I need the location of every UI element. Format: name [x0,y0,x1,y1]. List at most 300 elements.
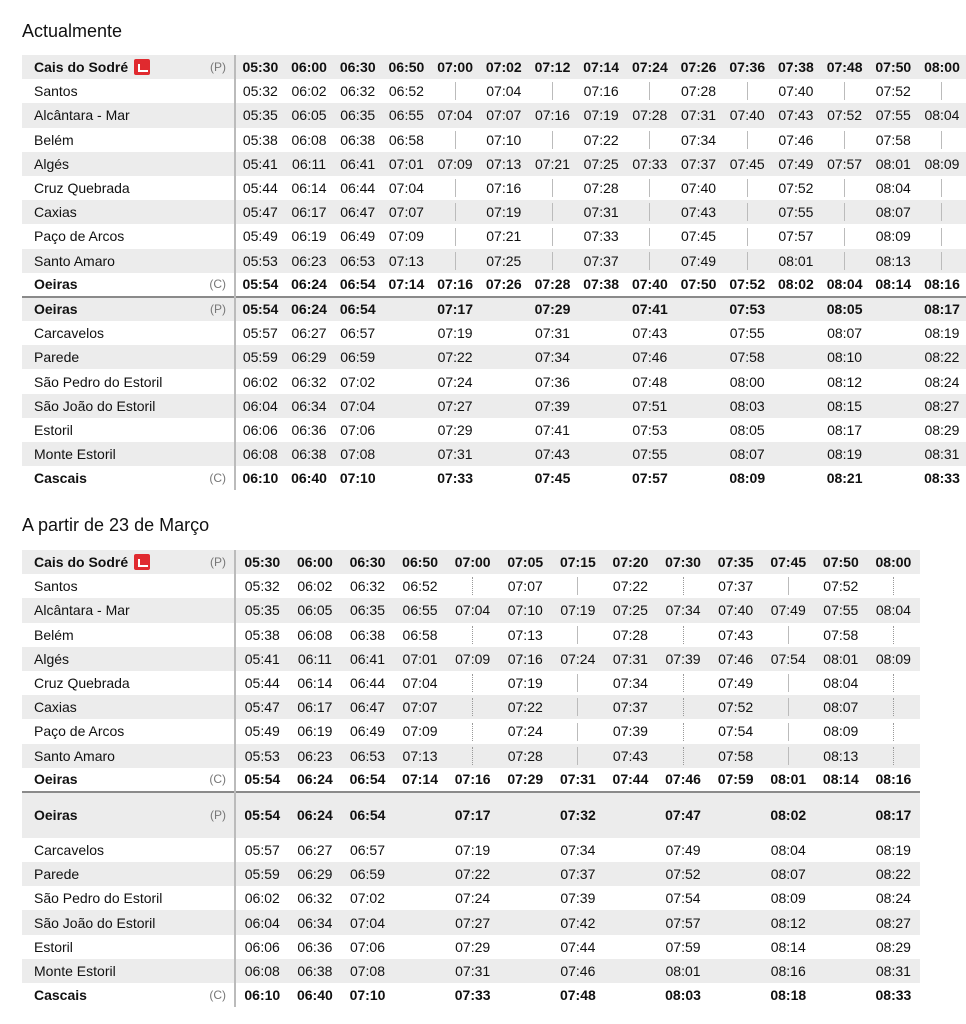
departure-time: 07:27 [446,910,499,934]
departure-time: 07:28 [499,744,552,768]
departure-time: 07:22 [499,695,552,719]
station-row [22,838,920,862]
no-stop-cell [674,321,723,345]
departure-time: 05:54 [244,771,281,788]
departure-time: 08:07 [815,695,868,719]
departure-time: 07:40 [778,83,814,100]
no-stop-cell [772,418,821,442]
no-stop-cell [723,176,772,200]
no-stop-cell [604,792,657,838]
pass-through-marker [893,698,894,716]
no-stop-cell [869,442,918,466]
no-stop-cell [918,224,966,248]
departure-time: 07:34 [657,598,710,622]
departure-time: 07:19 [437,325,473,342]
departure-time: 06:57 [349,841,385,858]
departure-time: 07:49 [772,152,821,176]
no-stop-cell [499,862,552,886]
departure-time: 05:54 [235,792,289,838]
no-stop-cell [528,224,577,248]
pass-through-marker [788,626,789,644]
departure-time: 07:22 [431,345,480,369]
no-stop-cell [674,466,723,490]
departure-time: 07:39 [560,890,596,907]
station-code [198,886,235,910]
departure-time: 08:07 [827,325,863,342]
station-row [22,369,966,393]
no-stop-cell [382,466,431,490]
departure-time: 07:42 [552,910,605,934]
station-code [198,442,235,466]
departure-time: 06:04 [235,910,289,934]
no-stop-cell [709,935,762,959]
departure-time: 07:27 [431,394,480,418]
departure-time: 07:34 [612,675,648,692]
no-stop-cell [918,200,966,224]
station-code [198,623,235,647]
departure-time: 06:55 [394,598,447,622]
no-stop-cell [604,838,657,862]
no-stop-cell [815,910,868,934]
departure-time: 07:29 [455,938,491,955]
departure-time: 07:12 [528,55,577,79]
departure-time: 08:16 [762,959,815,983]
departure-time: 07:14 [402,771,438,788]
departure-time: 07:04 [402,675,438,692]
station-name: Oeiras [34,276,78,293]
departure-time: 07:08 [341,959,394,983]
departure-time: 08:27 [918,394,966,418]
departure-time: 05:41 [235,647,289,671]
departure-time: 06:24 [285,297,334,321]
pass-through-marker [472,626,473,644]
departure-time: 07:55 [772,200,821,224]
pass-through-marker [893,626,894,644]
no-stop-cell [499,983,552,1007]
departure-time: 07:10 [486,131,522,148]
no-stop-cell [867,744,920,768]
station-code [198,345,235,369]
pass-through-marker [941,228,942,246]
station-name: Alcântara - Mar [34,602,130,619]
departure-time: 07:54 [718,723,754,740]
departure-time: 08:14 [822,771,859,788]
departure-time: 06:47 [341,695,394,719]
departure-time: 08:13 [869,249,918,273]
no-stop-cell [499,959,552,983]
departure-time: 07:55 [626,442,675,466]
no-stop-cell [762,695,815,719]
departure-time: 07:22 [583,131,619,148]
pass-through-marker [683,577,684,595]
departure-time: 07:22 [612,578,648,595]
no-stop-cell [479,321,528,345]
no-stop-cell [577,297,626,321]
no-stop-cell [762,623,815,647]
station-name: Oeiras [34,807,78,824]
pass-through-marker [683,698,684,716]
departure-time: 07:47 [657,792,710,838]
departure-time: 05:30 [235,550,289,574]
no-stop-cell [820,200,869,224]
pass-through-marker [455,203,456,221]
departure-time: 07:07 [394,695,447,719]
pass-through-marker [552,228,553,246]
no-stop-cell [869,297,918,321]
no-stop-cell [382,321,431,345]
no-stop-cell [446,719,499,743]
no-stop-cell [626,200,675,224]
station-row [22,886,920,910]
departure-time: 07:41 [626,297,675,321]
departure-time: 07:09 [402,723,438,740]
departure-time: 08:01 [657,959,710,983]
station-row [22,598,920,622]
departure-time: 07:24 [552,647,605,671]
no-stop-cell [815,959,868,983]
departure-time: 08:33 [924,470,960,487]
departure-time: 07:28 [583,180,619,197]
station-name: Cais do Sodré [34,59,129,76]
no-stop-cell [528,79,577,103]
departure-time: 06:50 [394,550,447,574]
station-name: Paço de Arcos [34,228,125,245]
station-row [22,394,966,418]
departure-time: 06:32 [340,83,376,100]
departure-time: 06:11 [285,152,334,176]
departure-time: 08:00 [918,55,966,79]
station-name: Cascais [34,987,87,1004]
no-stop-cell [918,128,966,152]
pass-through-marker [941,82,942,100]
pass-through-marker [649,203,650,221]
station-row [22,55,966,79]
departure-time: 07:01 [394,647,447,671]
departure-time: 08:04 [823,675,859,692]
station-name: Santo Amaro [34,747,115,764]
departure-time: 05:53 [235,249,285,273]
no-stop-cell [552,623,605,647]
station-name: Cruz Quebrada [34,675,130,692]
departure-time: 06:59 [341,862,394,886]
departure-time: 06:30 [333,55,382,79]
departure-time: 06:58 [402,626,438,643]
departure-time: 07:28 [534,276,571,293]
no-stop-cell [626,79,675,103]
departure-time: 08:01 [815,647,868,671]
departure-time: 08:04 [770,841,806,858]
pass-through-marker [577,626,578,644]
departure-time: 07:25 [604,598,657,622]
no-stop-cell [552,744,605,768]
no-stop-cell [552,719,605,743]
station-row [22,442,966,466]
departure-time: 07:46 [778,131,814,148]
no-stop-cell [479,466,528,490]
cp-logo-icon [134,59,150,75]
station-code [198,744,235,768]
no-stop-cell [446,671,499,695]
departure-time: 06:53 [333,249,382,273]
departure-time: 06:54 [341,792,394,838]
station-code [198,574,235,598]
no-stop-cell [867,695,920,719]
station-name: Parede [34,349,80,366]
no-stop-cell [552,671,605,695]
departure-time: 07:04 [333,394,382,418]
departure-time: 07:16 [583,83,619,100]
departure-time: 07:04 [341,910,394,934]
departure-time: 07:49 [718,675,754,692]
pass-through-marker [577,674,578,692]
pass-through-marker [649,82,650,100]
departure-time: 08:16 [875,771,912,788]
departure-time: 07:46 [665,771,701,788]
departure-time: 06:40 [291,470,327,487]
station-row [22,623,920,647]
departure-time: 07:04 [486,83,522,100]
departure-time: 06:54 [349,771,386,788]
departure-time: 06:02 [297,578,333,595]
no-stop-cell [815,838,868,862]
departure-time: 06:50 [382,55,431,79]
no-stop-cell [431,176,480,200]
departure-time: 06:14 [291,180,327,197]
departure-time: 05:32 [242,83,278,100]
departure-time: 07:26 [485,276,522,293]
departure-time: 08:31 [918,442,966,466]
pass-through-marker [788,577,789,595]
departure-time: 05:38 [244,626,280,643]
departure-time: 06:47 [333,200,382,224]
pass-through-marker [941,179,942,197]
no-stop-cell [528,200,577,224]
no-stop-cell [431,249,480,273]
station-name: Santos [34,83,78,100]
departure-time: 06:23 [289,744,342,768]
departure-time: 07:01 [382,152,431,176]
station-name: São João do Estoril [34,914,156,931]
departure-time: 07:19 [507,675,543,692]
departure-time: 07:24 [626,55,675,79]
station-code [198,647,235,671]
departure-time: 07:36 [534,373,570,390]
departure-time: 07:50 [815,550,868,574]
departure-time: 08:09 [875,228,911,245]
no-stop-cell [394,886,447,910]
station-row [22,345,966,369]
pass-through-marker [844,82,845,100]
departure-time: 07:43 [772,103,821,127]
station-code [198,719,235,743]
no-stop-cell [577,345,626,369]
no-stop-cell [918,249,966,273]
no-stop-cell [723,79,772,103]
departure-time: 07:16 [486,180,522,197]
station-code: (C) [198,983,235,1007]
departure-time: 08:07 [869,200,918,224]
no-stop-cell [499,838,552,862]
no-stop-cell [723,128,772,152]
departure-time: 06:08 [235,959,289,983]
station-row [22,574,920,598]
departure-time: 07:28 [681,83,717,100]
departure-time: 05:53 [235,744,289,768]
departure-time: 07:14 [388,276,425,293]
pass-through-marker [552,203,553,221]
departure-time: 07:24 [455,890,491,907]
pass-through-marker [455,228,456,246]
no-stop-cell [431,128,480,152]
departure-time: 07:40 [631,276,668,293]
station-code [198,418,235,442]
departure-time: 07:46 [709,647,762,671]
pass-through-marker [941,203,942,221]
departure-time: 08:17 [827,421,863,438]
departure-time: 08:03 [665,987,701,1004]
departure-time: 07:29 [507,771,544,788]
station-name: São Pedro do Estoril [34,373,163,390]
departure-time: 08:07 [723,442,772,466]
departure-time: 07:10 [499,598,552,622]
station-code [198,369,235,393]
station-code: (P) [198,792,235,838]
departure-time: 07:58 [723,345,772,369]
departure-time: 06:38 [285,442,334,466]
station-code [198,200,235,224]
no-stop-cell [431,79,480,103]
station-row [22,695,920,719]
no-stop-cell [869,394,918,418]
pass-through-marker [455,179,456,197]
departure-time: 07:43 [604,744,657,768]
no-stop-cell [772,345,821,369]
station-name: Alcântara - Mar [34,107,130,124]
no-stop-cell [528,128,577,152]
no-stop-cell [382,369,431,393]
station-code: (P) [198,297,235,321]
timetable-from-march-23 [22,550,920,1007]
no-stop-cell [446,623,499,647]
departure-time: 07:40 [723,103,772,127]
departure-time: 07:04 [446,598,499,622]
no-stop-cell [604,935,657,959]
departure-time: 06:02 [242,373,278,390]
pass-through-marker [455,82,456,100]
station-code [198,671,235,695]
pass-through-marker [455,131,456,149]
departure-time: 06:32 [291,373,327,390]
departure-time: 08:19 [820,442,869,466]
departure-time: 07:55 [815,598,868,622]
no-stop-cell [815,862,868,886]
pass-through-marker [893,577,894,595]
station-name: Oeiras [34,301,78,318]
station-name: Belém [34,626,74,643]
no-stop-cell [674,297,723,321]
no-stop-cell [446,695,499,719]
no-stop-cell [394,862,447,886]
departure-time: 07:57 [631,470,668,487]
station-code: (C) [198,466,235,490]
no-stop-cell [772,321,821,345]
no-stop-cell [626,128,675,152]
departure-time: 05:47 [235,695,289,719]
station-row [22,152,966,176]
pass-through-marker [788,674,789,692]
departure-time: 07:49 [665,841,701,858]
departure-time: 06:52 [388,83,424,100]
departure-time: 07:52 [778,180,814,197]
no-stop-cell [762,671,815,695]
departure-time: 08:02 [778,276,814,293]
departure-time: 08:00 [867,550,920,574]
pass-through-marker [941,252,942,270]
departure-time: 08:05 [820,297,869,321]
departure-time: 07:45 [723,152,772,176]
timetable-current [22,55,966,490]
departure-time: 07:39 [528,394,577,418]
departure-time: 07:44 [560,938,596,955]
station-code [198,959,235,983]
departure-time: 07:51 [626,394,675,418]
departure-time: 07:43 [632,325,668,342]
station-row [22,176,966,200]
no-stop-cell [820,128,869,152]
departure-time: 07:19 [577,103,626,127]
no-stop-cell [479,369,528,393]
departure-time: 08:22 [867,862,920,886]
departure-time: 07:17 [446,792,499,838]
departure-time: 06:35 [341,598,394,622]
departure-time: 07:19 [479,200,528,224]
pass-through-marker [747,228,748,246]
station-name: Cruz Quebrada [34,180,130,197]
pass-through-marker [747,203,748,221]
station-row [22,466,966,490]
departure-time: 07:50 [680,276,717,293]
departure-time: 06:02 [244,890,280,907]
no-stop-cell [499,935,552,959]
departure-time: 07:39 [657,647,710,671]
departure-time: 08:31 [867,959,920,983]
station-code [198,176,235,200]
departure-time: 08:21 [826,470,863,487]
station-row [22,862,920,886]
station-code: (P) [198,55,235,79]
departure-time: 08:27 [867,910,920,934]
departure-time: 08:18 [770,987,807,1004]
no-stop-cell [528,176,577,200]
departure-time: 07:38 [772,55,821,79]
no-stop-cell [552,574,605,598]
no-stop-cell [479,297,528,321]
departure-time: 06:08 [235,442,285,466]
departure-time: 07:43 [718,626,754,643]
departure-time: 07:55 [729,325,765,342]
no-stop-cell [772,466,821,490]
departure-time: 07:33 [583,228,619,245]
station-name: Estoril [34,938,73,955]
departure-time: 07:31 [674,103,723,127]
departure-time: 07:13 [507,626,543,643]
departure-time: 07:13 [479,152,528,176]
station-name: São Pedro do Estoril [34,890,163,907]
departure-time: 07:09 [446,647,499,671]
no-stop-cell [674,418,723,442]
departure-time: 07:53 [723,297,772,321]
departure-time: 07:10 [339,470,376,487]
